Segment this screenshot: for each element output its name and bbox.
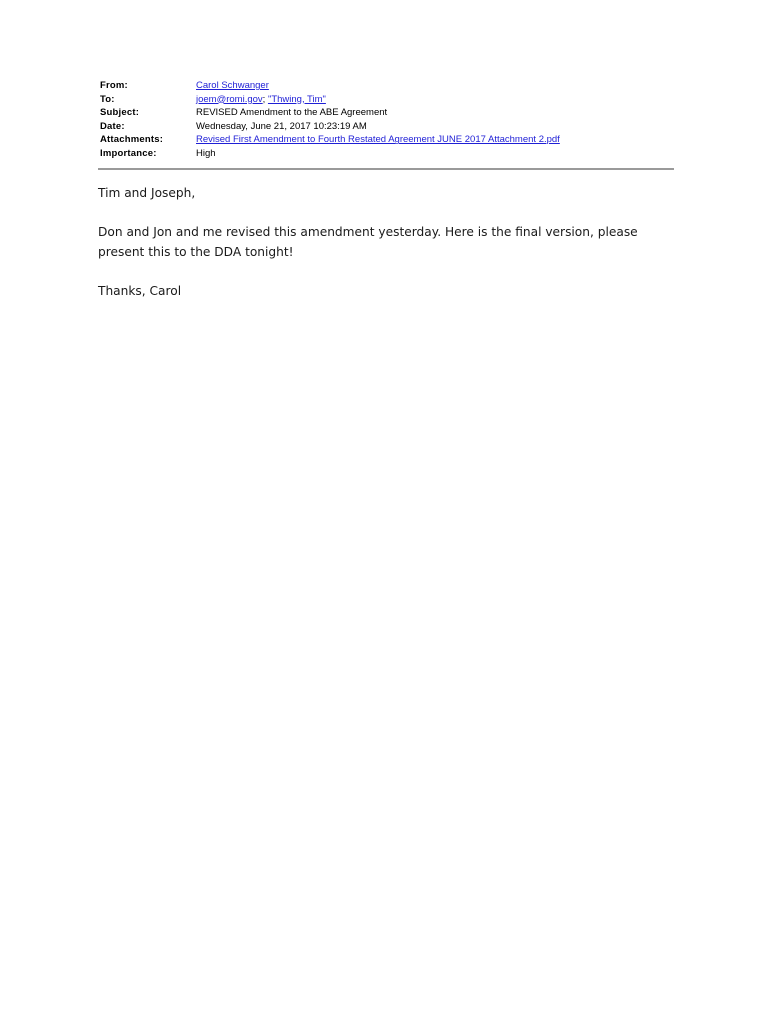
signoff-text: Thanks, Carol	[98, 283, 182, 298]
importance-label: Importance:	[100, 147, 157, 159]
date-row	[100, 120, 674, 134]
attachments-row	[100, 133, 674, 147]
subject-label: Subject:	[100, 107, 140, 119]
to-label: To:	[100, 93, 115, 105]
sender-link[interactable]: Carol Schwanger	[196, 80, 269, 91]
date-label: Date:	[100, 120, 125, 132]
attachments-label: Attachments:	[100, 134, 164, 146]
recipient-link[interactable]: "Thwing, Tim"	[267, 93, 326, 105]
message-text: Don and Jon and me revised this amendment yesterday. Here is the final version, please present this to the DDA tonight!	[98, 225, 638, 259]
importance-row	[100, 147, 674, 161]
attachment-link[interactable]: Revised First Amendment to Fourth Restated Agreement JUNE 2017 Attachment 2.pdf	[196, 134, 560, 146]
to-row	[100, 93, 674, 107]
from-value	[196, 79, 269, 93]
to-value	[196, 93, 326, 107]
recipient-separator: ;	[262, 93, 266, 105]
email-header	[100, 79, 674, 161]
from-row	[100, 79, 674, 93]
importance-value: High	[196, 147, 216, 159]
attachments-value	[196, 133, 560, 147]
email-body	[98, 184, 678, 321]
recipient-link[interactable]: joem@romi.gov	[196, 93, 263, 105]
header-divider	[98, 168, 674, 170]
subject-value: REVISED Amendment to the ABE Agreement	[196, 107, 388, 119]
from-label: From:	[100, 80, 128, 91]
greeting-text: Tim and Joseph,	[98, 186, 196, 200]
date-value: Wednesday, June 21, 2017 10:23:19 AM	[196, 120, 367, 132]
subject-row	[100, 106, 674, 120]
